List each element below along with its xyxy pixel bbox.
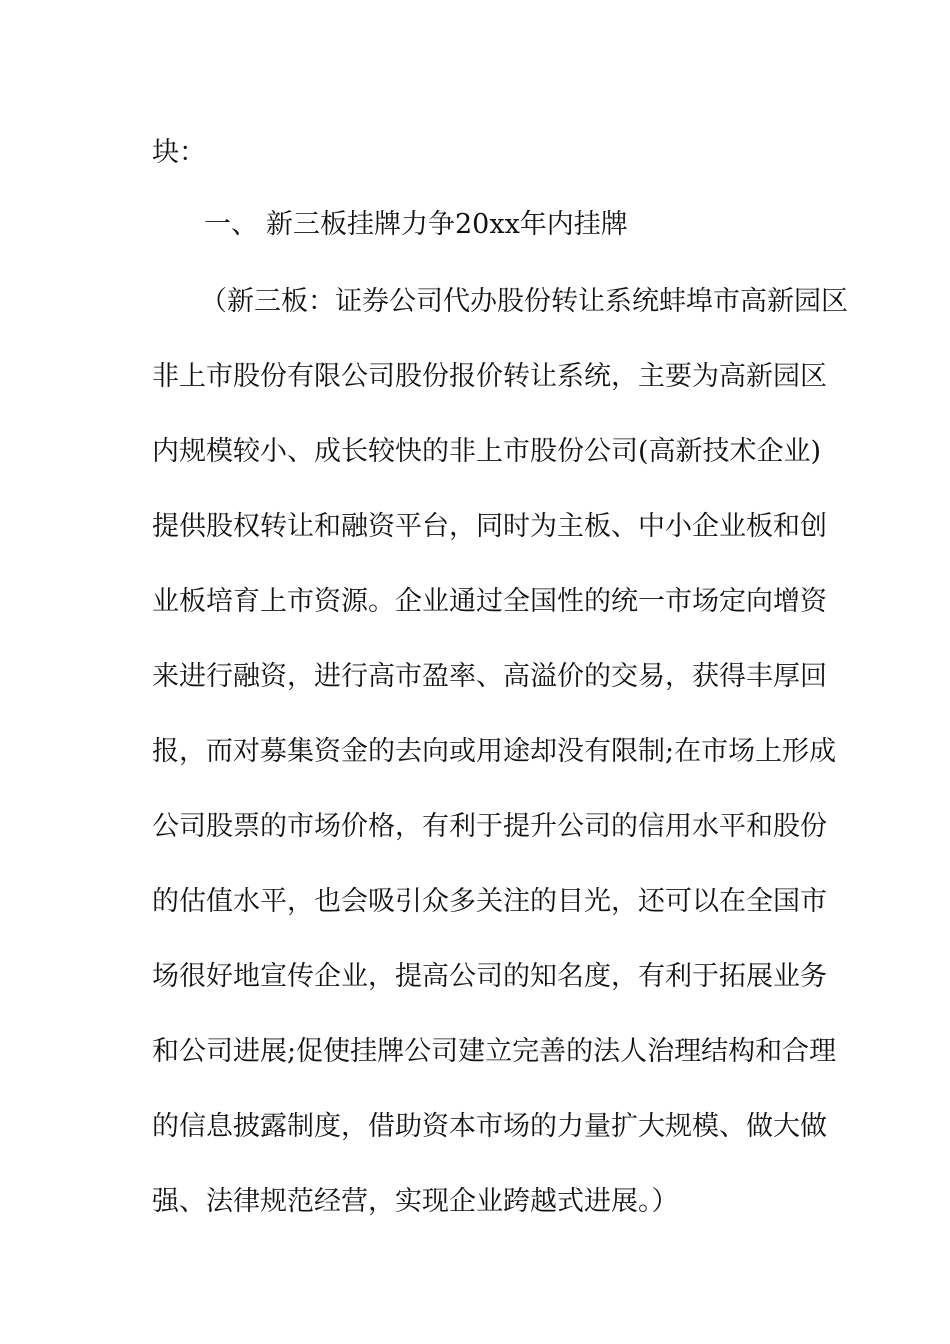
- text-line: 提供股权转让和融资平台，同时为主板、中小企业板和创: [152, 511, 827, 542]
- text-line: 的估值水平，也会吸引众多关注的目光，还可以在全国市: [152, 886, 827, 917]
- text-line: 场很好地宣传企业，提高公司的知名度，有利于拓展业务: [152, 961, 827, 992]
- heading-marker: 一、: [204, 209, 258, 240]
- section-heading: [204, 205, 628, 245]
- text-line: 和公司进展;促使挂牌公司建立完善的法人治理结构和合理: [152, 1036, 837, 1067]
- text-line: （新三板：证券公司代办股份转让系统蚌埠市高新园区: [200, 286, 848, 317]
- text-line: 来进行融资，进行高市盈率、高溢价的交易，获得丰厚回: [152, 661, 827, 692]
- text-line: 公司股票的市场价格，有利于提升公司的信用水平和股份: [152, 811, 827, 842]
- text-line: 内规模较小、成长较快的非上市股份公司(高新技术企业): [152, 436, 822, 467]
- heading-text: 新三板挂牌力争20xx年内挂牌: [266, 209, 628, 240]
- text-line: 的信息披露制度，借助资本市场的力量扩大规模、做大做: [152, 1111, 827, 1142]
- text-line: 报，而对募集资金的去向或用途却没有限制;在市场上形成: [152, 736, 837, 767]
- text-line: 业板培育上市资源。企业通过全国性的统一市场定向增资: [152, 586, 827, 617]
- text-line: 非上市股份有限公司股份报价转让系统，主要为高新园区: [152, 361, 827, 392]
- text-line: 强、法律规范经营，实现企业跨越式进展。）: [152, 1186, 679, 1217]
- text-line: 块：: [152, 137, 206, 168]
